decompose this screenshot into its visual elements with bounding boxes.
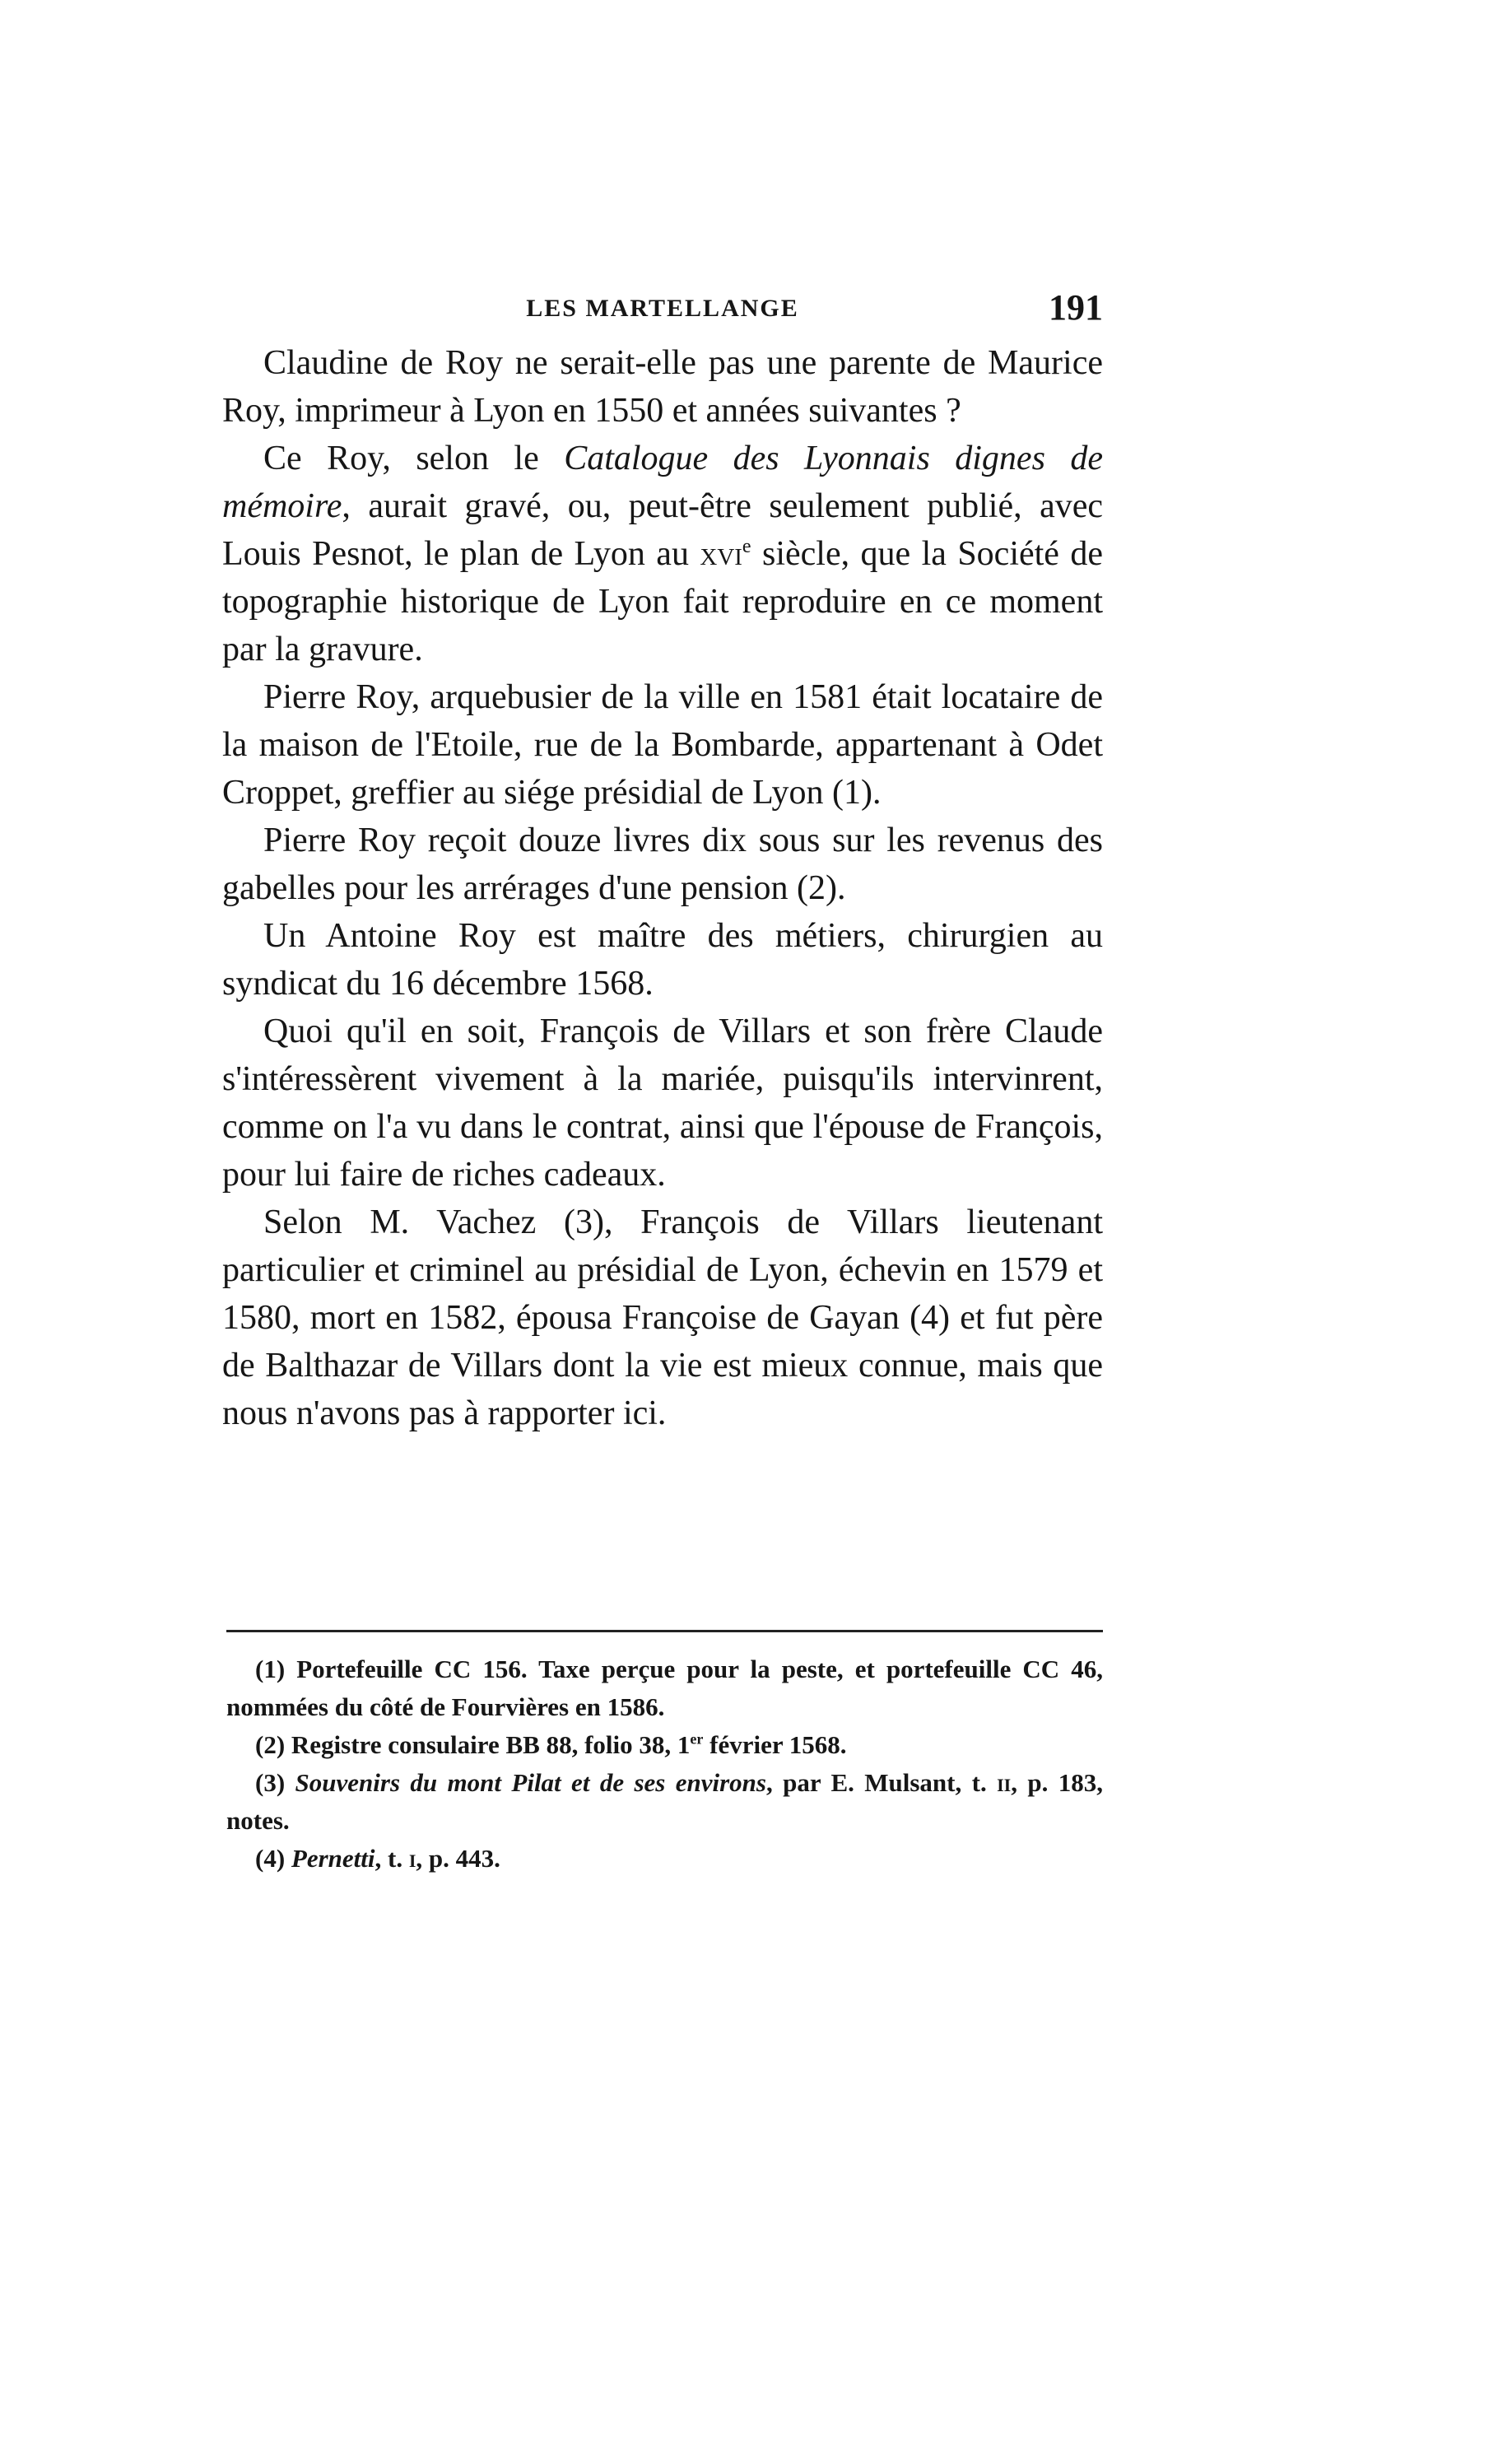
footnote-2-text: (2) Registre consulaire BB 88, folio 38, 1 <box>255 1730 691 1759</box>
book-title-catalogue: Catalogue des Lyonnais dignes de mémoire <box>222 440 1103 525</box>
footnote-3-text: (3) <box>255 1768 295 1797</box>
volume-numeral: i <box>408 1844 416 1873</box>
footnote-2-superscript: er <box>690 1730 704 1748</box>
paragraph-4: Pierre Roy reçoit douze livres dix sous sur les revenus des gabelles pour les arrérages d'une pension (2). <box>222 822 1103 907</box>
paragraph-7: Selon M. Vachez (3), François de Villars lieutenant particulier et criminel au présidial de Lyon, échevin en 1579 et 1580, mort en 1582, épousa Françoise de Gayan (4) et fut père de Balthazar de Villars dont la vie est mieux connue, mais que nous n'avons pas à rapporter ici. <box>222 1203 1103 1432</box>
page-number: 191 <box>1049 287 1103 328</box>
paragraph-6: Quoi qu'il en soit, François de Villars et son frère Claude s'intéressèrent vivement à la mariée, puisqu'ils intervinrent, comme on l'a vu dans le contrat, ainsi que l'épouse de François, pour lui faire de riches cadeaux. <box>222 1012 1103 1194</box>
paragraph-2-text: , aurait gravé, ou, peut-être seulement publié, avec Louis Pesnot, le plan de Lyon au <box>222 487 1103 573</box>
running-head: LES MARTELLANGE <box>526 295 799 322</box>
paragraph-3: Pierre Roy, arquebusier de la ville en 1581 était locataire de la maison de l'Etoile, rue de la Bombarde, appartenant à Odet Croppet, greffier au siége présidial de Lyon (1). <box>222 678 1103 812</box>
paragraph-1: Claudine de Roy ne serait-elle pas une parente de Maurice Roy, imprimeur à Lyon en 1550 et années suivantes ? <box>222 344 1103 430</box>
footnote-4-text: , p. 443. <box>416 1844 500 1873</box>
footnote-4-text: , t. <box>375 1844 409 1873</box>
footnote-4-text: (4) <box>255 1844 291 1873</box>
paragraph-2-text: Ce Roy, selon le <box>263 440 565 477</box>
main-text <box>222 339 1103 1437</box>
paragraph-2-text: siècle, que la Société de topographie historique de Lyon fait reproduire en ce moment par la gravure. <box>222 535 1103 668</box>
paragraph-2 <box>222 435 1103 673</box>
footnote-3-text: , p. 183, notes. <box>226 1768 1103 1835</box>
footnotes <box>226 1650 1103 1878</box>
page-header <box>222 286 1103 336</box>
century-numeral: xvi <box>700 535 742 573</box>
paragraph-5: Un Antoine Roy est maître des métiers, chirurgien au syndicat du 16 décembre 1568. <box>222 917 1103 1003</box>
century-superscript: e <box>742 536 751 557</box>
footnote-3-text: , par E. Mulsant, t. <box>765 1768 998 1797</box>
footnote-4 <box>226 1840 1103 1878</box>
footnote-1: (1) Portefeuille CC 156. Taxe perçue pour la peste, et portefeuille CC 46, nommées du côté de Fourvières en 1586. <box>226 1655 1103 1721</box>
book-title-souvenirs: Souvenirs du mont Pilat et de ses environs <box>295 1768 766 1797</box>
footnote-2-text: février 1568. <box>703 1730 847 1759</box>
footnote-2 <box>226 1726 1103 1764</box>
footnote-divider <box>226 1630 1103 1632</box>
volume-numeral: ii <box>997 1768 1012 1797</box>
footnote-3 <box>226 1764 1103 1840</box>
author-pernetti: Pernetti <box>291 1844 375 1873</box>
